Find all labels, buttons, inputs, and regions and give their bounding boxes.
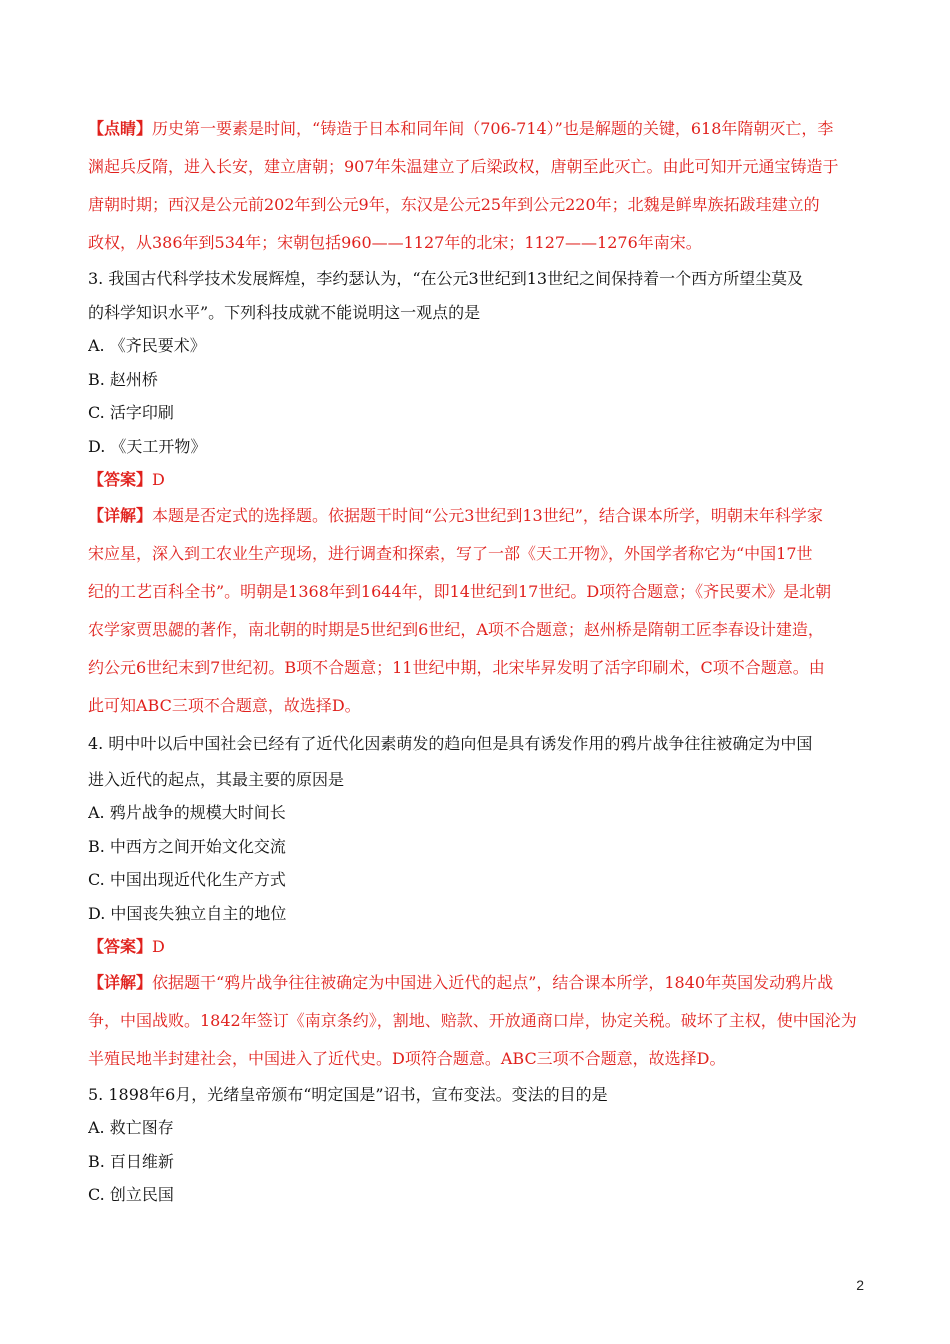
option-a: A. 救亡图存 xyxy=(88,1118,174,1137)
option-d: D. 中国丧失独立自主的地位 xyxy=(88,903,287,923)
question-4 xyxy=(88,725,878,1078)
answer-tag: 【答案】 xyxy=(88,470,153,489)
explain-tag: 【详解】 xyxy=(88,972,153,992)
question-5 xyxy=(88,1078,878,1212)
page-number: 2 xyxy=(856,1277,864,1293)
option-c: C. 活字印刷 xyxy=(88,403,174,422)
explain-line: 此可知ABC三项不合题意，故选择D。 xyxy=(88,695,361,715)
option-c: C. 创立民国 xyxy=(88,1185,174,1204)
question-stem: 5. 1898年6月，光绪皇帝颁布“明定国是”诏书，宣布变法。变法的目的是 xyxy=(88,1084,608,1104)
question-stem: 进入近代的起点，其最主要的原因是 xyxy=(88,769,345,789)
answer-line xyxy=(88,463,878,497)
explain-line: 约公元6世纪末到7世纪初。B项不合题意；11世纪中期，北宋毕昇发明了活字印刷术，C项不合题意。由 xyxy=(88,657,825,677)
answer-line xyxy=(88,930,878,964)
explain-line: 争，中国战败。1842年签订《南京条约》，割地、赔款、开放通商口岸，协定关税。破坏了主权，使中国沦为 xyxy=(88,1010,857,1030)
option-c: C. 中国出现近代化生产方式 xyxy=(88,870,286,889)
answer-value: D xyxy=(152,470,165,489)
explain-line: 半殖民地半封建社会，中国进入了近代史。D项符合题意。ABC三项不合题意，故选择D。 xyxy=(88,1048,726,1068)
answer-tag: 【答案】 xyxy=(88,937,153,956)
tip-line: 渊起兵反隋，进入长安，建立唐朝；907年朱温建立了后梁政权，唐朝至此灭亡。由此可知开元通宝铸造于 xyxy=(88,157,839,176)
explain-line: 宋应星，深入到工农业生产现场，进行调查和探索，写了一部《天工开物》，外国学者称它为“中国17世 xyxy=(88,543,813,563)
option-b: B. 中西方之间开始文化交流 xyxy=(88,836,286,856)
option-a: A. 鸦片战争的规模大时间长 xyxy=(88,803,286,822)
tip-tag: 【点睛】 xyxy=(88,119,153,138)
document-page xyxy=(88,110,878,1212)
tip-line: 政权，从386年到534年；宋朝包括960——1127年的北宋；1127——1276年南宋。 xyxy=(88,233,702,252)
option-d: D. 《天工开物》 xyxy=(88,436,207,456)
question-stem: 的科学知识水平”。下列科技成就不能说明这一观点的是 xyxy=(88,302,481,322)
option-b: B. 赵州桥 xyxy=(88,369,158,389)
tip-line: 唐朝时期；西汉是公元前202年到公元9年，东汉是公元25年到公元220年；北魏是鲜卑族拓跋珪建立的 xyxy=(88,195,820,214)
option-b: B. 百日维新 xyxy=(88,1151,174,1171)
explain-line: 农学家贾思勰的著作，南北朝的时期是5世纪到6世纪，A项不合题意；赵州桥是隋朝工匠李春设计建造， xyxy=(88,619,824,639)
tip-line: 【点睛】历史第一要素是时间，“铸造于日本和同年间（706-714）”也是解题的关键，618年隋朝灭亡，李 xyxy=(88,119,834,138)
explain-tag: 【详解】 xyxy=(88,505,153,525)
question-3 xyxy=(88,262,878,725)
tip-section xyxy=(88,110,878,262)
explain-line: 【详解】依据题干“鸦片战争往往被确定为中国进入近代的起点”，结合课本所学，1840年英国发动鸦片战 xyxy=(88,972,834,992)
option-a: A. 《齐民要术》 xyxy=(88,336,206,355)
question-stem: 4. 明中叶以后中国社会已经有了近代化因素萌发的趋向但是具有诱发作用的鸦片战争往往被确定为中国 xyxy=(88,733,813,753)
answer-value: D xyxy=(152,937,165,956)
explain-line: 【详解】本题是否定式的选择题。依据题干时间“公元3世纪到13世纪”，结合课本所学，明朝末年科学家 xyxy=(88,505,823,525)
question-stem: 3. 我国古代科学技术发展辉煌，李约瑟认为，“在公元3世纪到13世纪之间保持着一个西方所望尘莫及 xyxy=(88,269,804,288)
explain-line: 纪的工艺百科全书”。明朝是1368年到1644年，即14世纪到17世纪。D项符合题意；《齐民要术》是北朝 xyxy=(88,581,832,601)
